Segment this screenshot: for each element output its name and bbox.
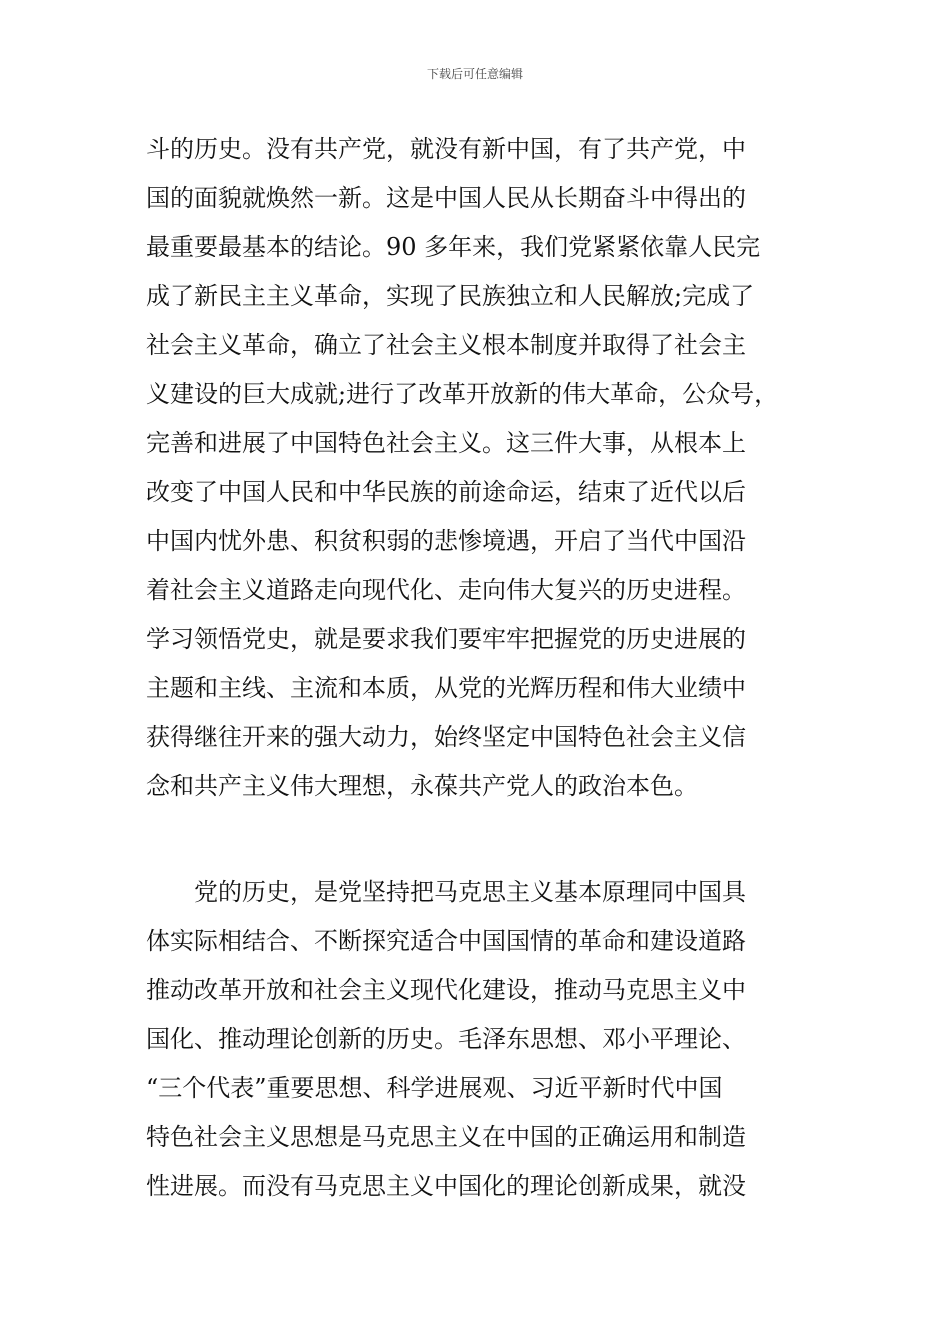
- text-line: 最重要最基本的结论。90 多年来，我们党紧紧依靠人民完: [146, 233, 761, 261]
- text-line: 特色社会主义思想是马克思主义在中国的正确运用和制造: [146, 1123, 746, 1151]
- text-line: 完善和进展了中国特色社会主义。这三件大事，从根本上: [146, 429, 746, 457]
- text-line: 念和共产主义伟大理想，永葆共产党人的政治本色。: [146, 772, 698, 800]
- text-line: 学习领悟党史，就是要求我们要牢牢把握党的历史进展的: [146, 625, 746, 653]
- text-line: 改变了中国人民和中华民族的前途命运，结束了近代以后: [146, 478, 746, 506]
- text-line: 国化、推动理论创新的历史。毛泽东思想、邓小平理论、: [146, 1025, 746, 1053]
- text-line: 推动改革开放和社会主义现代化建设，推动马克思主义中: [146, 976, 746, 1004]
- text-line: “三个代表”重要思想、科学进展观、习近平新时代中国: [146, 1074, 723, 1102]
- page-header: 下载后可任意编辑: [426, 67, 523, 81]
- text-line: 斗的历史。没有共产党，就没有新中国，有了共产党，中: [146, 135, 746, 163]
- paragraph-2: [146, 868, 826, 1211]
- text-line: 党的历史，是党坚持把马克思主义基本原理同中国具: [146, 878, 746, 906]
- text-line: 社会主义革命，确立了社会主义根本制度并取得了社会主: [146, 331, 746, 359]
- paragraph-1: [146, 125, 826, 811]
- text-line: 国的面貌就焕然一新。这是中国人民从长期奋斗中得出的: [146, 184, 746, 212]
- text-line: 体实际相结合、不断探究适合中国国情的革命和建设道路: [146, 927, 746, 955]
- text-line: 着社会主义道路走向现代化、走向伟大复兴的历史进程。: [146, 576, 746, 604]
- text-line: 主题和主线、主流和本质，从党的光辉历程和伟大业绩中: [146, 674, 746, 702]
- text-line: 获得继往开来的强大动力，始终坚定中国特色社会主义信: [146, 723, 746, 751]
- text-line: 中国内忧外患、积贫积弱的悲惨境遇，开启了当代中国沿: [146, 527, 746, 555]
- text-line: 义建设的巨大成就;进行了改革开放新的伟大革命，公众号，: [146, 380, 779, 408]
- text-line: 成了新民主主义革命，实现了民族独立和人民解放;完成了: [146, 282, 755, 310]
- text-line: 性进展。而没有马克思主义中国化的理论创新成果，就没: [146, 1172, 746, 1200]
